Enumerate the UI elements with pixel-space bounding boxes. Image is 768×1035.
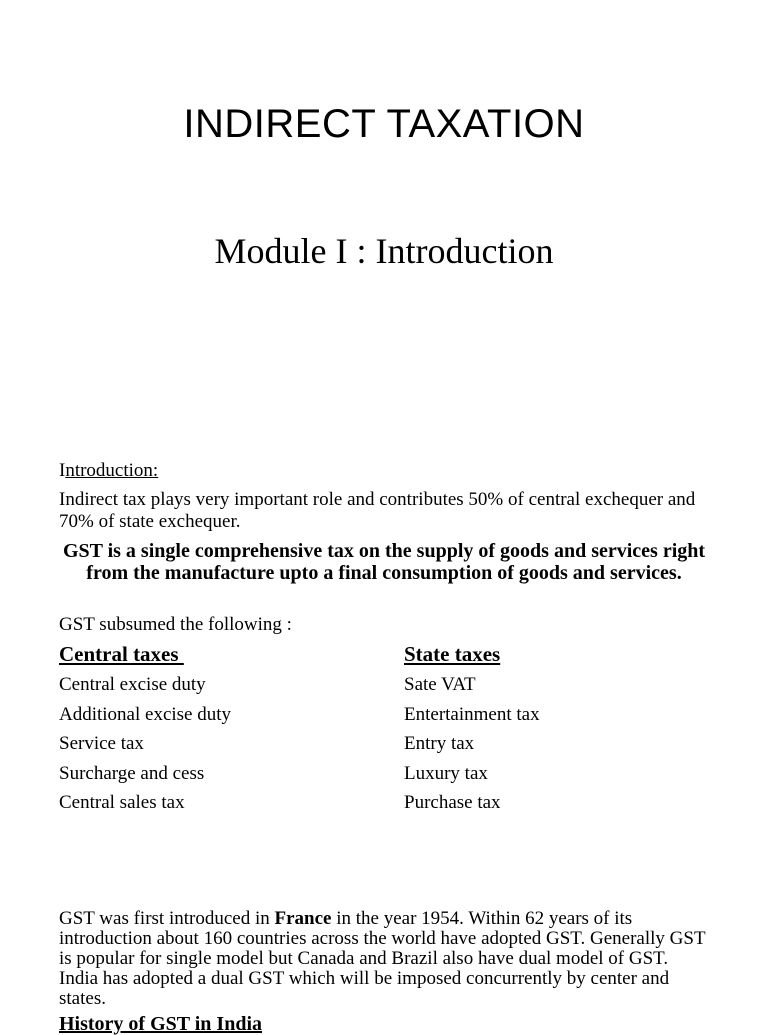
central-tax-item: Central excise duty <box>59 674 206 695</box>
history-of-gst-heading: History of GST in India <box>59 1013 263 1035</box>
introduction-heading-initial: I <box>59 460 66 481</box>
history-country: France <box>274 908 332 929</box>
state-tax-item: Luxury tax <box>404 762 488 784</box>
state-taxes-column <box>404 641 724 818</box>
introduction-heading-underlined: ntroduction: <box>65 460 159 481</box>
state-tax-item: Purchase tax <box>404 792 501 813</box>
history-text-end: in the year 1954. Within 62 years of its introduction about 160 countries across the world have adopted GST. Generally GST is popular for single model but Canada and Brazil also have dual model of GST. India has adopted a dual GST which will be imposed concurrently by center and states. <box>59 908 706 1009</box>
central-tax-item: Surcharge and cess <box>59 762 205 784</box>
central-tax-item: Service tax <box>59 733 144 754</box>
gst-definition: GST is a single comprehensive tax on the supply of goods and services right from the manufacture upto a final consumption of goods and services. <box>62 540 706 584</box>
introduction-heading <box>59 459 709 483</box>
subsumed-label: GST subsumed the following : <box>59 614 292 635</box>
introduction-text: Indirect tax plays very important role and contributes 50% of central exchequer and 70% of state exchequer. <box>59 489 696 532</box>
central-tax-item: Central sales tax <box>59 792 185 813</box>
state-tax-item: Entertainment tax <box>404 703 540 725</box>
central-taxes-heading: Central taxes <box>59 642 184 666</box>
history-text-start: GST was first introduced in <box>59 908 275 929</box>
central-taxes-column <box>59 641 389 818</box>
central-tax-item: Additional excise duty <box>59 703 232 725</box>
slide-title: INDIRECT TAXATION <box>183 102 585 146</box>
gst-history-paragraph <box>59 909 709 1009</box>
state-taxes-heading: State taxes <box>404 642 501 666</box>
state-tax-item: Sate VAT <box>404 674 476 695</box>
state-tax-item: Entry tax <box>404 733 475 754</box>
slide-subtitle: Module I : Introduction <box>214 231 554 271</box>
